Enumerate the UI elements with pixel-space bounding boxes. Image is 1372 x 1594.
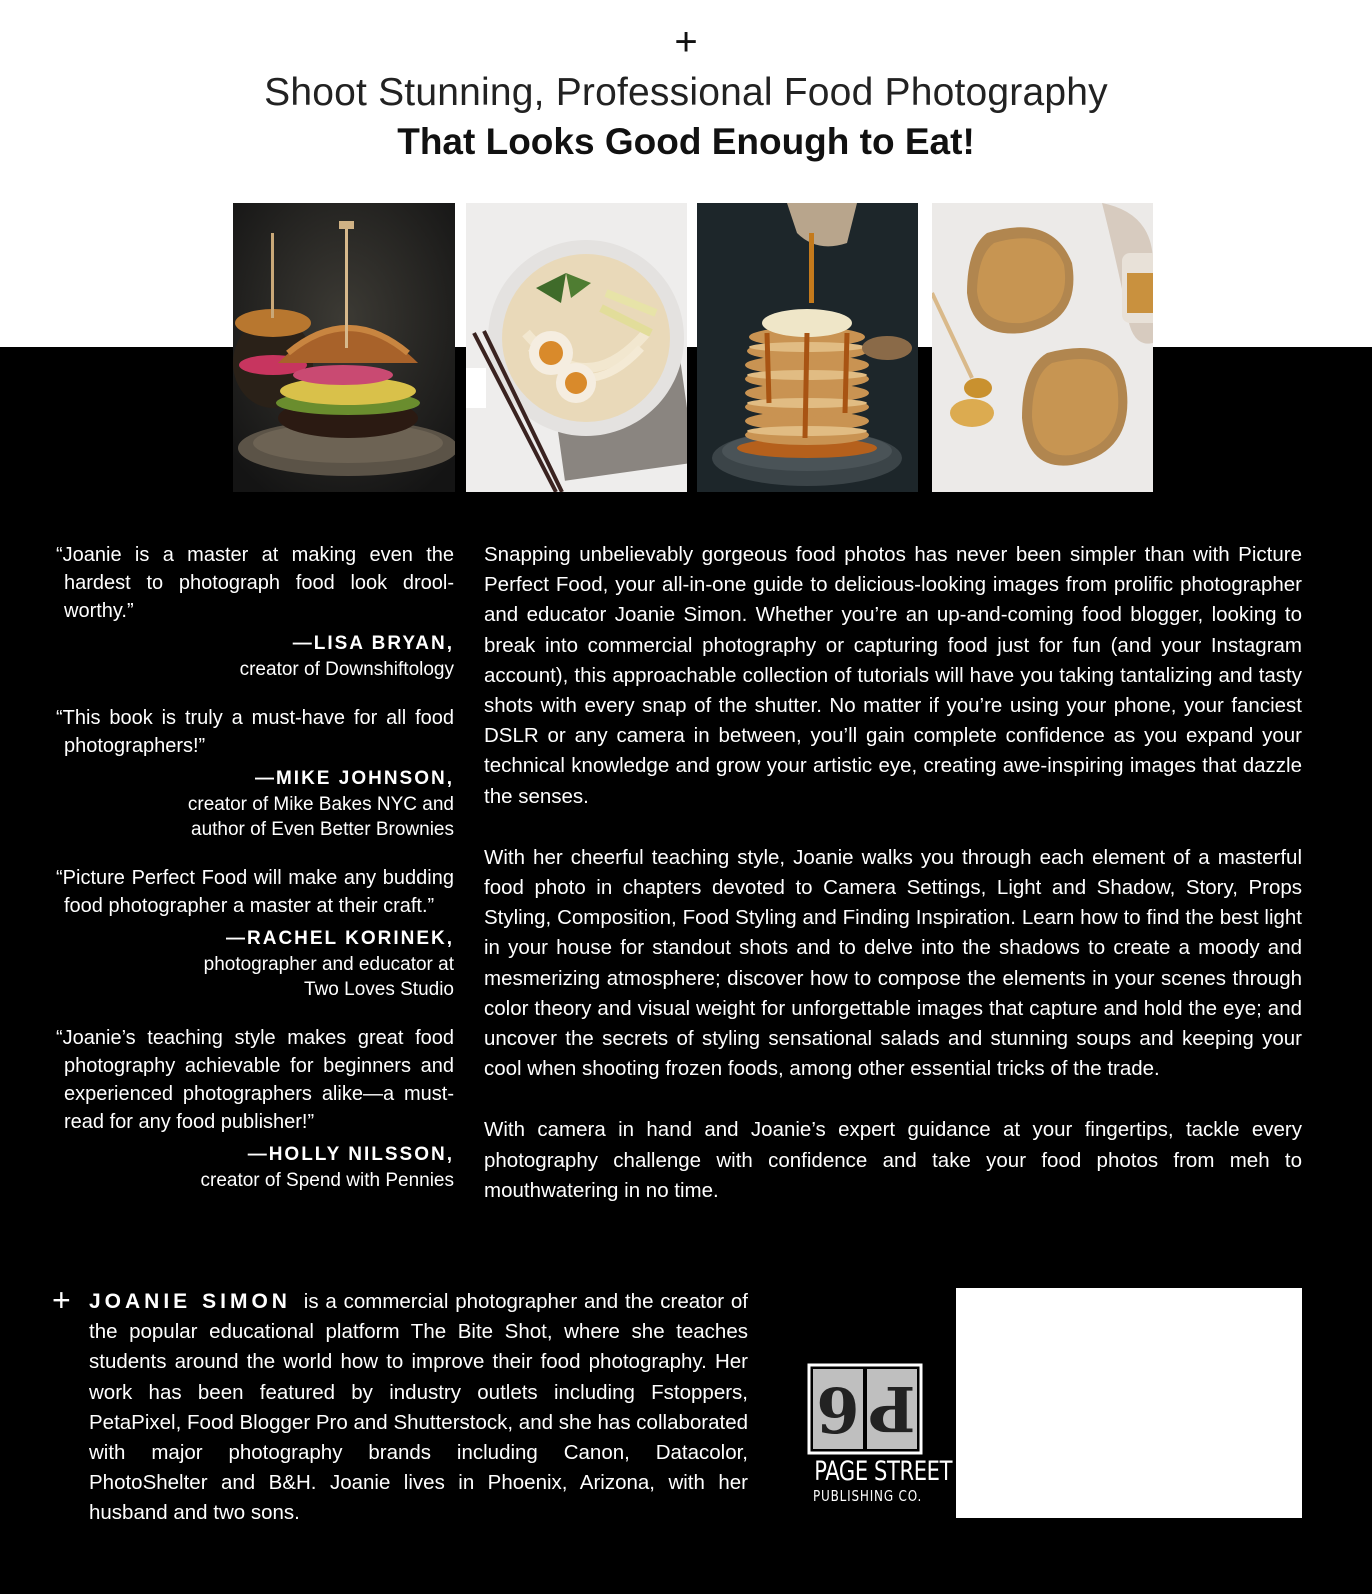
quote-role: creator of Downshiftology <box>239 659 454 680</box>
publisher-subtitle: PUBLISHING CO. <box>813 1487 923 1505</box>
testimonial <box>52 1024 454 1193</box>
publisher-logo <box>800 1355 953 1525</box>
testimonials <box>52 541 454 1215</box>
svg-text:9: 9 <box>816 1375 860 1448</box>
quote-author: —MIKE JOHNSON, <box>254 768 454 789</box>
pancake-stack-photo <box>697 203 918 492</box>
burger-photo <box>233 203 455 492</box>
quote-role: creator of Spend with Pennies <box>200 1170 454 1191</box>
letterpress-blocks-icon <box>807 1355 923 1455</box>
quote-text: “Joanie’s teaching style makes great food photography achievable for beginners and experienced photographers alike—a must-read for any food publisher!” <box>56 1027 454 1133</box>
testimonial <box>52 541 454 682</box>
ramen-bowl-photo <box>466 203 687 492</box>
quote-role: photographer and educator at <box>203 954 454 975</box>
plus-icon: + <box>674 20 698 64</box>
description-paragraph: Snapping unbelievably gorgeous food photos has never been simpler than with Picture Perfect Food, your all-in-one guide to delicious-looking images from prolific photographer and educator Joanie Simon. Whether you’re an up-and-coming food blogger, looking to break into commercial photography or capturing food just for fun (and your Instagram account), this approachable collection of tutorials will have you taking tantalizing and tasty shots with every snap of the shutter. No matter if you’re using your phone, your fanciest DSLR or any camera in between, you’ll gain complete confidence as you expand your technical knowledge and grow your artistic eye, creating awe-inspiring images that dazzle the senses. <box>484 543 1302 808</box>
description-paragraph: With her cheerful teaching style, Joanie walks you through each element of a masterful food photo in chapters devoted to Camera Settings, Light and Shadow, Story, Props Styling, Composition, Food Styling and Finding Inspiration. Learn how to find the best light in your house for standout shots and to delve into the shadows to create a moody and mesmerizing atmosphere; discover how to compose the elements in your scenes through color theory and visual weight for unforgettable images that capture and hold the eye; and uncover the secrets of styling sensational salads and stunning soups and keeping your cool when shooting frozen foods, among other essential tricks of the trade. <box>484 845 1302 1081</box>
svg-text:P: P <box>868 1372 916 1445</box>
quote-author: —LISA BRYAN, <box>292 633 454 654</box>
testimonial <box>52 704 454 842</box>
description-paragraph: With camera in hand and Joanie’s expert guidance at your fingertips, tackle every photography challenge with confidence and take your food photos from meh to mouthwatering in no time. <box>484 1118 1302 1202</box>
quote-author: —HOLLY NILSSON, <box>247 1144 454 1165</box>
plus-icon: + <box>52 1282 71 1318</box>
quote-role: creator of Mike Bakes NYC and <box>187 794 454 815</box>
barcode-area <box>956 1288 1302 1518</box>
quote-text: “Picture Perfect Food will make any budding food photographer a master at their craft.” <box>56 867 454 917</box>
peanut-butter-toast-photo <box>932 203 1153 492</box>
author-name: JOANIE SIMON <box>89 1290 291 1313</box>
quote-text: “Joanie is a master at making even the hardest to photograph food look drool-worthy.” <box>56 544 454 622</box>
author-bio <box>52 1282 748 1529</box>
quote-role: Two Loves Studio <box>304 979 454 1000</box>
testimonial <box>52 864 454 1002</box>
quote-author: —RACHEL KORINEK, <box>226 928 454 949</box>
quote-role: author of Even Better Brownies <box>191 819 454 840</box>
book-description <box>484 540 1302 1237</box>
headline: Shoot Stunning, Professional Food Photography <box>264 71 1108 114</box>
bio-text: is a commercial photographer and the creator of the popular educational platform The Bite Shot, where she teaches students around the world how to improve their food photography. Her work has been featured by industry outlets including Fstoppers, PetaPixel, Food Blogger Pro and Shutterstock, and she has collaborated with major photography brands including Canon, Datacolor, PhotoShelter and B&H. Joanie lives in Phoenix, Arizona, with her husband and two sons. <box>89 1290 748 1525</box>
publisher-name: PAGE STREET <box>814 1456 953 1487</box>
subheadline: That Looks Good Enough to Eat! <box>397 121 975 162</box>
quote-text: “This book is truly a must-have for all food photographers!” <box>56 707 454 757</box>
